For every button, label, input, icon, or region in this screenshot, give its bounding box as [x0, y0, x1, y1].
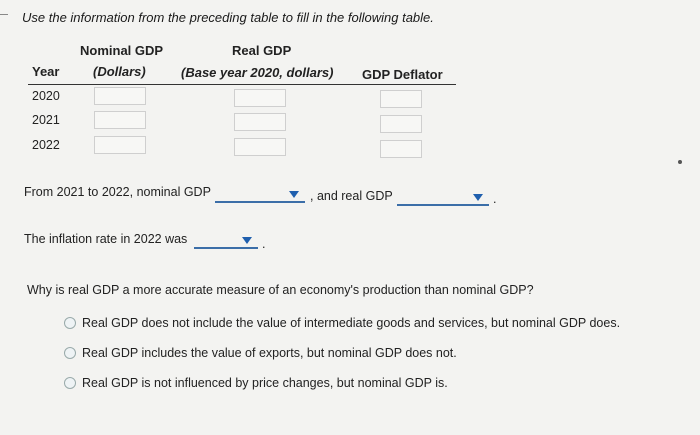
radio-button[interactable]: [64, 317, 76, 329]
inflation-rate-dropdown[interactable]: [194, 235, 258, 249]
instruction-text: Use the information from the preceding table to fill in the following table.: [22, 10, 434, 25]
nominal-gdp-change-dropdown[interactable]: [215, 189, 305, 203]
header-nominal-gdp: Nominal GDP: [80, 43, 164, 58]
gdp-table: [22, 40, 462, 165]
nominal-gdp-2021-input[interactable]: [94, 111, 146, 129]
sentence-inflation-rate: The inflation rate in 2022 was: [24, 232, 188, 246]
header-nominal-units: (Dollars): [93, 64, 146, 79]
real-gdp-change-dropdown[interactable]: [397, 192, 489, 206]
nominal-gdp-2022-input[interactable]: [94, 136, 146, 154]
sentence2-end-period: .: [262, 237, 266, 251]
nominal-gdp-2020-input[interactable]: [94, 87, 146, 105]
year-2022: 2022: [32, 138, 60, 152]
header-real-units: (Base year 2020, dollars): [181, 65, 334, 80]
chevron-down-icon: [473, 194, 483, 201]
year-2020: 2020: [32, 89, 60, 103]
radio-button[interactable]: [64, 347, 76, 359]
option-label: Real GDP does not include the value of intermediate goods and services, but nominal GDP does.: [82, 316, 621, 330]
header-real-gdp: Real GDP: [232, 43, 292, 58]
gdp-deflator-2022-input[interactable]: [380, 140, 422, 158]
left-tick-mark: [0, 14, 8, 15]
chevron-down-icon: [289, 191, 299, 198]
question-text: Why is real GDP a more accurate measure of an economy's production than nominal GDP?: [27, 283, 534, 297]
chevron-down-icon: [242, 237, 252, 244]
gdp-deflator-2020-input[interactable]: [380, 90, 422, 108]
option-label: Real GDP includes the value of exports, but nominal GDP does not.: [82, 346, 457, 360]
real-gdp-2020-input[interactable]: [234, 89, 286, 107]
year-2021: 2021: [32, 113, 60, 127]
header-gdp-deflator: GDP Deflator: [362, 67, 443, 82]
radio-button[interactable]: [64, 377, 76, 389]
decorative-dot: [678, 160, 682, 164]
option-label: Real GDP is not influenced by price changes, but nominal GDP is.: [82, 376, 448, 390]
sentence-end-period: .: [493, 192, 497, 206]
header-year: Year: [32, 64, 60, 79]
gdp-deflator-2021-input[interactable]: [380, 115, 422, 133]
sentence-real-gdp: , and real GDP: [310, 189, 393, 203]
real-gdp-2021-input[interactable]: [234, 113, 286, 131]
sentence-nominal-gdp: From 2021 to 2022, nominal GDP: [24, 185, 211, 199]
table-header-rule: [28, 84, 456, 85]
real-gdp-2022-input[interactable]: [234, 138, 286, 156]
